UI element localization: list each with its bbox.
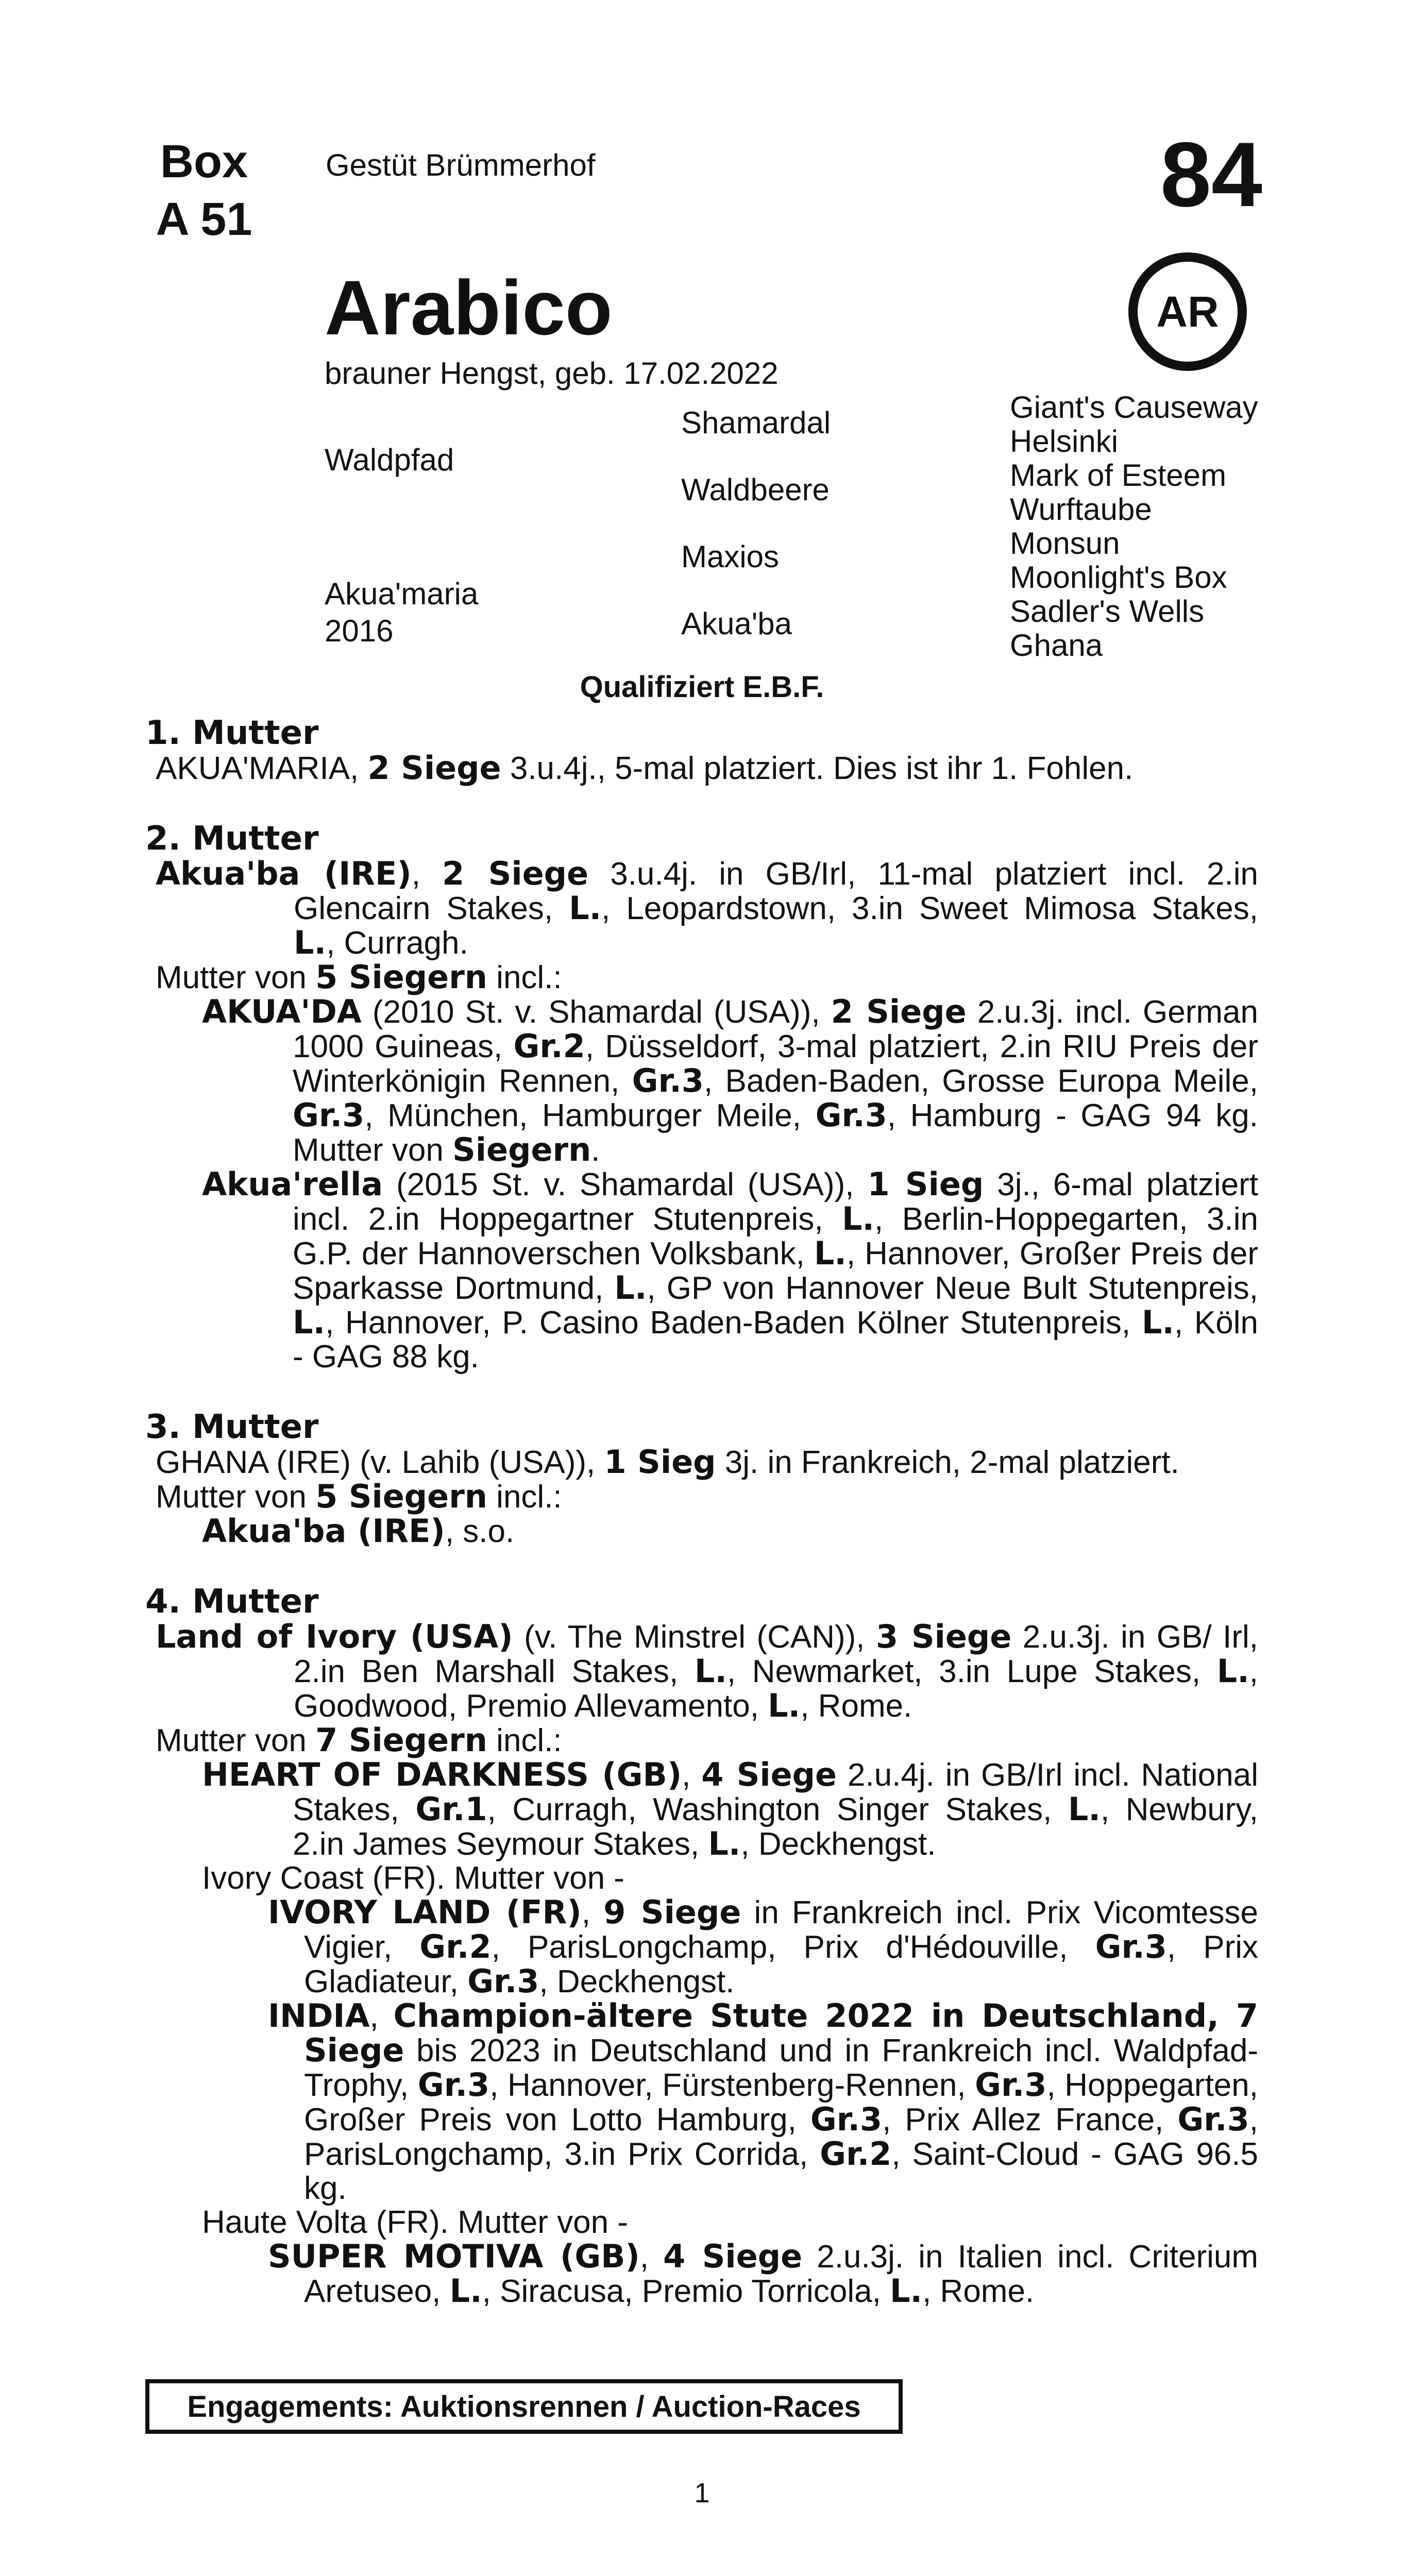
entry-paragraph [145,857,1258,960]
pedigree-great-grandparent: Giant's Causeway [1010,390,1258,425]
bold-text: 1 Sieg [604,1443,716,1481]
bold-text: Akua'rella [202,1165,383,1203]
entry-paragraph [202,1861,1258,1895]
bold-text: Gr.1 [415,1790,487,1828]
bold-text: 2 Siege [831,993,967,1030]
bold-text: Gr.3 [417,2066,490,2104]
pedigree-great-grandparent: Monsun [1010,526,1120,561]
text: incl.: [487,1479,562,1515]
text: , Berlin-Hoppegarten, 3.in G.P. der Hannoverschen Volksbank, [293,1201,1258,1272]
text: 3.u.4j. in GB/Irl, 11-mal platziert incl. 2.in Glencairn Stakes, [294,856,1258,926]
entry-paragraph [156,1445,1258,1480]
text: , [639,2239,664,2275]
bold-text: L. [841,1200,875,1238]
text: 2.u.3j. incl. German 1000 Guineas, [293,994,1258,1064]
entry-paragraph [268,1999,1258,2206]
text: , [682,1757,702,1793]
text: , Düsseldorf, 3-mal platziert, 2.in RIU Preis der Winterkönigin Rennen, [293,1029,1259,1099]
pedigree-great-grandparent: Mark of Esteem [1010,458,1227,493]
entry-paragraph [202,1167,1258,1374]
breeder-name: Gestüt Brümmerhof [326,148,596,182]
bold-text: SUPER MOTIVA (GB) [268,2238,640,2275]
text: , Prix Allez France, [882,2102,1178,2138]
text: , Köln - GAG 88 kg. [293,1305,1258,1375]
bold-text: Siegern [452,1131,591,1168]
text: Haute Volta (FR). Mutter von - [202,2205,628,2240]
text: . [591,1132,600,1168]
entry-paragraph [156,960,1258,995]
box-number: A 51 [156,194,252,245]
pedigree-grandparent: Waldbeere [681,472,830,507]
text: , ParisLongchamp, 3.in Prix Corrida, [304,2102,1258,2172]
entry-paragraph [268,1895,1258,1999]
pedigree-dam: Akua'maria [325,577,479,611]
text: 3.u.4j., 5-mal platziert. Dies ist ihr 1. Fohlen. [501,751,1134,786]
bold-text: 5 Siegern [315,1478,487,1515]
text: AKUA'MARIA, [156,751,368,786]
text: Mutter von [156,1723,316,1758]
text: 2.u.3j. in Italien incl. Criterium Aretuseo, [304,2239,1258,2309]
pedigree-grandparent: Akua'ba [681,606,792,641]
section-heading: 1. Mutter [145,714,319,752]
bold-text: Gr.3 [632,1062,704,1099]
text: 2.u.4j. in GB/Irl incl. National Stakes, [293,1757,1258,1827]
pedigree-grandparent: Shamardal [681,405,831,440]
pedigree-sire: Waldpfad [325,443,454,477]
bold-text: Gr.3 [1177,2100,1249,2138]
bold-text: Gr.3 [467,1962,539,2000]
bold-text: L. [1141,1303,1174,1341]
text: , Siracusa, Premio Torricola, [482,2274,890,2309]
pedigree-great-grandparent: Sadler's Wells [1010,594,1205,629]
pedigree-grandparent: Maxios [681,539,780,574]
bold-text: Champion-ältere Stute 2022 in Deutschland, 7 Siege [304,1997,1258,2069]
bold-text: Gr.2 [419,1928,492,1965]
bold-text: Land of Ivory (USA) [156,1618,513,1655]
text: , GP von Hannover Neue Bult Stutenpreis, [647,1270,1258,1306]
bold-text: IVORY LAND (FR) [268,1893,582,1931]
pedigree-great-grandparent: Helsinki [1010,424,1119,459]
family-section [145,1409,1258,1549]
bold-text: Akua'ba (IRE) [202,1512,445,1550]
text: , Hannover, Fürstenberg-Rennen, [489,2067,975,2103]
box-word: Box [160,136,248,188]
entry-paragraph [202,2206,1258,2240]
text: incl.: [487,1723,562,1758]
text: , München, Hamburger Meile, [364,1098,816,1133]
bold-text: 1 Sieg [867,1165,984,1203]
lot-number: 84 [1160,123,1262,226]
engagements-label: Engagements: Auktionsrennen / Auction-Races [187,2389,861,2424]
family-sections [145,715,1258,2344]
text: (2010 St. v. Shamardal (USA)), [361,994,831,1030]
bold-text: INDIA [268,1997,370,2035]
text: , Rome. [800,1688,912,1724]
bold-text: 4 Siege [663,2238,803,2275]
bold-text: Gr.3 [810,2100,883,2138]
bold-text: L. [768,1687,801,1724]
bold-text: L. [814,1234,847,1272]
text: , [411,856,443,892]
bold-text: Gr.3 [1095,1928,1167,1965]
text: , Goodwood, Premio Allevamento, [294,1654,1258,1724]
bold-text: 3 Siege [875,1618,1012,1655]
bold-text: Akua'ba (IRE) [156,855,412,892]
bold-text: L. [1068,1790,1101,1828]
bold-text: L. [293,1303,326,1341]
engagements-box [145,2379,903,2434]
family-section [145,821,1258,1374]
text: (2015 St. v. Shamardal (USA)), [383,1167,868,1202]
bold-text: L. [294,924,327,961]
text: Mutter von [156,960,316,995]
bold-text: Gr.2 [513,1027,585,1065]
pedigree-great-grandparent: Moonlight's Box [1010,560,1227,595]
text: , Rome. [922,2274,1035,2309]
text: 3j. in Frankreich, 2-mal platziert. [716,1445,1179,1480]
bold-text: L. [694,1652,727,1690]
bold-text: HEART OF DARKNESS (GB) [202,1756,682,1793]
text: , Hannover, Großer Preis der Sparkasse Dortmund, [293,1236,1259,1306]
text: , Prix Gladiateur, [304,1929,1259,1999]
text: , Newmarket, 3.in Lupe Stakes, [726,1654,1217,1689]
text: , [369,1998,394,2034]
page-number: 1 [694,2478,710,2509]
horse-name: Arabico [325,264,613,351]
family-section [145,1584,1258,2309]
section-heading: 3. Mutter [145,1408,319,1446]
pedigree-great-grandparent: Ghana [1010,628,1103,663]
family-section [145,715,1258,786]
text: , [581,1895,604,1930]
bold-text: L. [1216,1652,1249,1690]
entry-paragraph [268,2240,1258,2309]
entry-paragraph [202,1514,1258,1549]
country-badge [1128,252,1247,371]
text: , Deckhengst. [539,1964,735,1999]
text: 2.u.3j. in GB/ Irl, 2.in Ben Marshall Stakes, [294,1619,1258,1689]
bold-text: L. [449,2272,482,2310]
entry-paragraph [156,1480,1258,1514]
bold-text: L. [708,1825,741,1862]
bold-text: L. [569,889,602,927]
text: , Hoppegarten, Großer Preis von Lotto Hamburg, [304,2067,1258,2138]
text: , s.o. [445,1514,515,1549]
pedigree-great-grandparent: Wurftaube [1010,492,1152,527]
text: , Curragh. [326,925,468,961]
bold-text: 2 Siege [367,749,501,787]
text: , Newbury, 2.in James Seymour Stakes, [293,1792,1258,1862]
text: (v. The Minstrel (CAN)), [513,1619,876,1655]
entry-paragraph [145,1620,1258,1723]
country-badge-label: AR [1156,287,1219,336]
text: GHANA (IRE) (v. Lahib (USA)), [156,1445,604,1480]
horse-description: brauner Hengst, geb. 17.02.2022 [325,356,779,391]
bold-text: L. [890,2272,923,2310]
bold-text: AKUA'DA [202,993,362,1030]
bold-text: 2 Siege [442,855,589,892]
bold-text: 9 Siege [603,1893,741,1931]
qualification: Qualifiziert E.B.F. [580,670,824,704]
bold-text: Gr.2 [820,2135,892,2173]
section-heading: 2. Mutter [145,820,319,858]
section-heading: 4. Mutter [145,1583,319,1621]
text: , Saint-Cloud - GAG 96.5 kg. [304,2137,1258,2206]
text: incl.: [487,960,562,995]
bold-text: Gr.3 [293,1096,365,1134]
text: , ParisLongchamp, Prix d'Hédouville, [491,1929,1095,1965]
box-label [153,133,256,248]
entry-paragraph [202,995,1258,1167]
bold-text: Gr.3 [815,1096,887,1134]
bold-text: 5 Siegern [315,958,487,996]
text: Ivory Coast (FR). Mutter von - [202,1860,624,1896]
bold-text: Gr.3 [975,2066,1047,2104]
text: , Hamburg - GAG 94 kg. Mutter von [293,1098,1258,1168]
text: 3j., 6-mal platziert incl. 2.in Hoppegartner Stutenpreis, [293,1167,1258,1237]
entry-paragraph [156,751,1258,786]
text: , Baden-Baden, Grosse Europa Meile, [703,1063,1259,1099]
text: bis 2023 in Deutschland und in Frankreich incl. Waldpfad-Trophy, [304,2033,1258,2103]
text: , Curragh, Washington Singer Stakes, [487,1792,1068,1827]
text: , Deckhengst. [740,1826,936,1862]
bold-text: 4 Siege [701,1756,837,1793]
entry-paragraph [202,1758,1258,1861]
pedigree-dam-year: 2016 [325,614,394,648]
text: Mutter von [156,1479,316,1515]
text: in Frankreich incl. Prix Vicomtesse Vigier, [304,1895,1258,1965]
bold-text: L. [614,1269,647,1307]
text: , Hannover, P. Casino Baden-Baden Kölner Stutenpreis, [325,1305,1142,1341]
text: , Leopardstown, 3.in Sweet Mimosa Stakes, [601,891,1258,926]
entry-paragraph [156,1723,1258,1758]
bold-text: 7 Siegern [315,1721,487,1759]
